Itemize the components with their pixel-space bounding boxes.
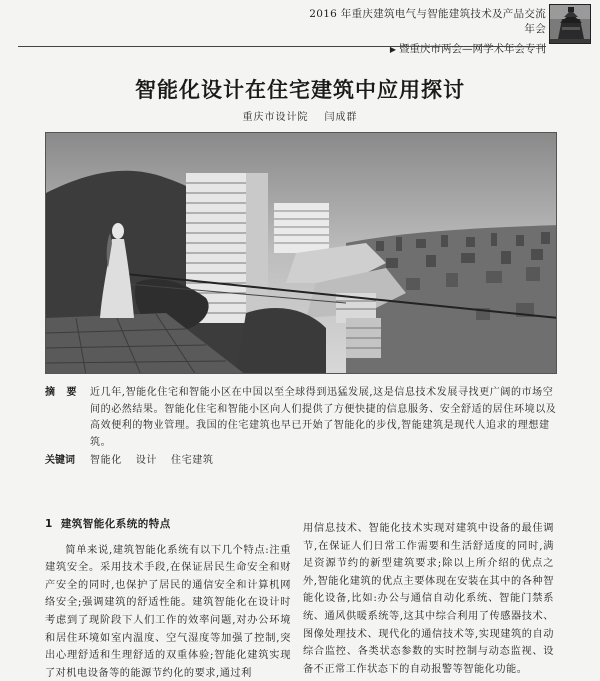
keywords-list — [90, 453, 557, 470]
keyword: 住宅建筑 — [171, 455, 214, 466]
author-affiliation: 重庆市设计院 — [242, 112, 309, 123]
running-header — [300, 6, 546, 56]
body-paragraph-continued: 用信息技术、智能化技术实现对建筑中设备的最佳调节,在保证人们日常工作需要和生活舒适度的同时,满足资源节约的新型建筑要求;除以上所介绍的优点之外,智能化建筑的优点主要体现在安装在其中的各种智能化设备,比如:办公与通信自动化系统、智能门禁系统、通风供暖系统等,这其中综合利用了传感器技术、图像处理技术、现代化的通信技术等,实现建筑的自动综合监控、各类状态参数的实时控制与动态监视、设备不正常工作状态下的自动报警等智能化功能。 — [303, 523, 554, 675]
abstract-label: 摘 要 — [45, 387, 81, 398]
keywords-label: 关键词 — [45, 455, 75, 466]
author-line — [0, 108, 600, 123]
conference-emblem-image — [549, 4, 591, 44]
abstract-row — [45, 385, 557, 451]
section-number: 1 — [45, 518, 53, 530]
article-title: 智能化设计在住宅建筑中应用探讨 — [135, 78, 465, 102]
body-column-left — [45, 516, 291, 681]
keyword: 智能化 — [90, 455, 122, 466]
header-line-2 — [300, 41, 546, 56]
header-divider — [18, 46, 546, 47]
keyword: 设计 — [135, 455, 158, 466]
header-line-2-text: 暨重庆市两会—网学术年会专刊 — [399, 43, 546, 55]
author-name: 闫成群 — [324, 112, 358, 123]
abstract-text: 近几年,智能化住宅和智能小区在中国以至全球得到迅猛发展,这是信息技术发展寻找更广阔的市场空间的必然结果。智能化住宅和智能小区向人们提供了方便快捷的信息服务、安全舒适的居住环境以及高效便利的物业管理。我国的住宅建筑也早已开始了智能化的步伐,智能建筑是现代人追求的理想建筑。 — [90, 387, 557, 448]
header-line-1: 2016 年重庆建筑电气与智能建筑技术及产品交流年会 — [309, 8, 546, 35]
abstract-block — [45, 385, 557, 470]
section-title: 建筑智能化系统的特点 — [60, 518, 171, 530]
body-column-right — [303, 520, 554, 678]
body-paragraph: 简单来说,建筑智能化系统有以下几个特点:注重建筑安全。采用技术手段,在保证居民生命安全和财产安全的同时,也保护了居民的通信安全和计算机网络安全;强调建筑的舒适性能。建筑智能化在设计时考虑到了现阶段下人们工作的效率问题,对办公环境和居住环境如室内温度、空气湿度等加强了控制,突出心理舒适和生理舒适的双重体验;智能化建筑实现了对机电设备等的能源节约化的要求,通过利 — [45, 544, 291, 679]
residential-building-photo — [45, 132, 557, 374]
triangle-bullet-icon: ▶ — [389, 45, 396, 54]
keywords-row — [45, 453, 557, 470]
section-heading — [45, 516, 291, 534]
